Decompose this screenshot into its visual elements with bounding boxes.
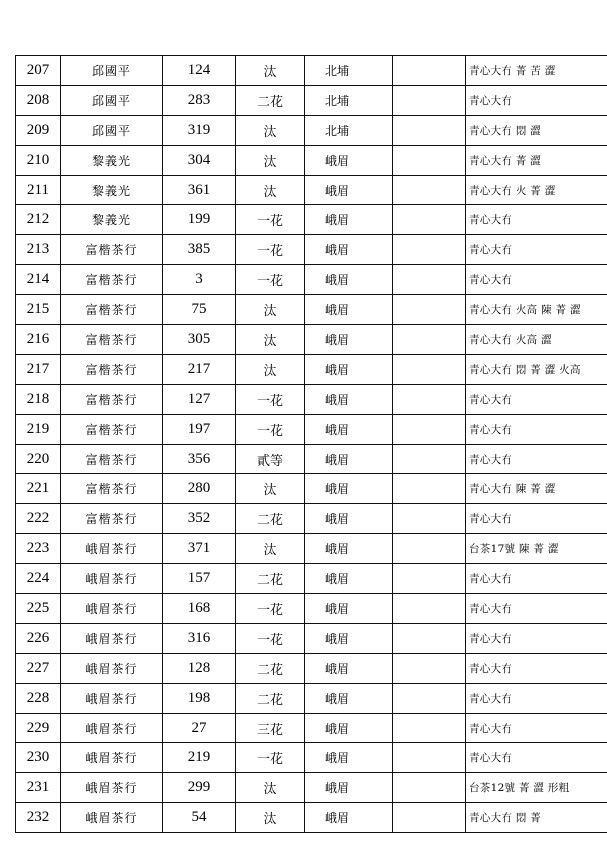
blank-cell-cell	[393, 175, 466, 205]
producer-name-cell: 富楷茶行	[61, 235, 163, 265]
table-row	[16, 474, 607, 504]
grade-cell: 一花	[236, 384, 305, 414]
table-row	[16, 354, 607, 384]
blank-cell-cell	[393, 265, 466, 295]
entry-number-cell: 223	[16, 534, 61, 564]
remarks-cell: 青心大冇	[466, 594, 607, 624]
remarks-cell: 青心大冇	[466, 85, 607, 115]
grade-cell: 一花	[236, 205, 305, 235]
origin-cell: 峨眉	[305, 803, 393, 833]
origin-cell: 峨眉	[305, 474, 393, 504]
grade-cell: 汰	[236, 325, 305, 355]
origin-cell: 峨眉	[305, 683, 393, 713]
producer-name-cell: 富楷茶行	[61, 444, 163, 474]
grade-cell: 二花	[236, 564, 305, 594]
entry-number-cell: 216	[16, 325, 61, 355]
sample-number-cell: 124	[163, 56, 236, 86]
remarks-cell: 青心大冇 火高 澀	[466, 325, 607, 355]
origin-cell: 峨眉	[305, 384, 393, 414]
blank-cell-cell	[393, 205, 466, 235]
producer-name-cell: 峨眉茶行	[61, 564, 163, 594]
sample-number-cell: 128	[163, 653, 236, 683]
entry-number-cell: 210	[16, 145, 61, 175]
producer-name-cell: 富楷茶行	[61, 384, 163, 414]
origin-cell: 峨眉	[305, 594, 393, 624]
blank-cell-cell	[393, 354, 466, 384]
blank-cell-cell	[393, 444, 466, 474]
origin-cell: 峨眉	[305, 713, 393, 743]
sample-number-cell: 197	[163, 414, 236, 444]
producer-name-cell: 富楷茶行	[61, 504, 163, 534]
producer-name-cell: 富楷茶行	[61, 474, 163, 504]
table-row	[16, 803, 607, 833]
remarks-cell: 青心大冇	[466, 444, 607, 474]
remarks-cell: 青心大冇	[466, 713, 607, 743]
sample-number-cell: 27	[163, 713, 236, 743]
producer-name-cell: 富楷茶行	[61, 295, 163, 325]
producer-name-cell: 邱國平	[61, 115, 163, 145]
remarks-cell: 青心大冇 陳 菁 澀	[466, 474, 607, 504]
sample-number-cell: 217	[163, 354, 236, 384]
table-row	[16, 653, 607, 683]
table-row	[16, 504, 607, 534]
grade-cell: 三花	[236, 713, 305, 743]
sample-number-cell: 352	[163, 504, 236, 534]
blank-cell-cell	[393, 713, 466, 743]
sample-number-cell: 304	[163, 145, 236, 175]
sample-number-cell: 219	[163, 743, 236, 773]
origin-cell: 峨眉	[305, 534, 393, 564]
remarks-cell: 青心大冇	[466, 504, 607, 534]
origin-cell: 峨眉	[305, 295, 393, 325]
producer-name-cell: 峨眉茶行	[61, 683, 163, 713]
remarks-cell: 青心大冇	[466, 205, 607, 235]
blank-cell-cell	[393, 325, 466, 355]
remarks-cell: 青心大冇 悶 澀	[466, 115, 607, 145]
blank-cell-cell	[393, 56, 466, 86]
remarks-cell: 青心大冇	[466, 384, 607, 414]
blank-cell-cell	[393, 414, 466, 444]
blank-cell-cell	[393, 504, 466, 534]
entry-number-cell: 226	[16, 623, 61, 653]
sample-number-cell: 280	[163, 474, 236, 504]
sample-number-cell: 371	[163, 534, 236, 564]
entry-number-cell: 212	[16, 205, 61, 235]
entry-number-cell: 221	[16, 474, 61, 504]
producer-name-cell: 峨眉茶行	[61, 534, 163, 564]
grade-cell: 一花	[236, 235, 305, 265]
grade-cell: 汰	[236, 773, 305, 803]
table-row	[16, 56, 607, 86]
origin-cell: 北埔	[305, 115, 393, 145]
entry-number-cell: 213	[16, 235, 61, 265]
entry-number-cell: 228	[16, 683, 61, 713]
entry-number-cell: 218	[16, 384, 61, 414]
entry-number-cell: 230	[16, 743, 61, 773]
blank-cell-cell	[393, 743, 466, 773]
blank-cell-cell	[393, 564, 466, 594]
table-row	[16, 534, 607, 564]
entry-number-cell: 209	[16, 115, 61, 145]
origin-cell: 北埔	[305, 85, 393, 115]
entry-number-cell: 227	[16, 653, 61, 683]
results-table	[15, 55, 607, 833]
grade-cell: 汰	[236, 474, 305, 504]
producer-name-cell: 峨眉茶行	[61, 773, 163, 803]
entry-number-cell: 214	[16, 265, 61, 295]
grade-cell: 一花	[236, 743, 305, 773]
entry-number-cell: 232	[16, 803, 61, 833]
entry-number-cell: 220	[16, 444, 61, 474]
grade-cell: 汰	[236, 534, 305, 564]
remarks-cell: 青心大冇 火高 陳 菁 澀	[466, 295, 607, 325]
blank-cell-cell	[393, 773, 466, 803]
sample-number-cell: 127	[163, 384, 236, 414]
table-row	[16, 145, 607, 175]
producer-name-cell: 峨眉茶行	[61, 623, 163, 653]
results-table-body	[16, 56, 607, 833]
entry-number-cell: 215	[16, 295, 61, 325]
grade-cell: 汰	[236, 803, 305, 833]
table-row	[16, 773, 607, 803]
table-row	[16, 414, 607, 444]
remarks-cell: 青心大冇 火 菁 澀	[466, 175, 607, 205]
remarks-cell: 青心大冇	[466, 623, 607, 653]
table-row	[16, 205, 607, 235]
blank-cell-cell	[393, 474, 466, 504]
blank-cell-cell	[393, 534, 466, 564]
origin-cell: 峨眉	[305, 175, 393, 205]
blank-cell-cell	[393, 594, 466, 624]
blank-cell-cell	[393, 683, 466, 713]
remarks-cell: 青心大冇	[466, 743, 607, 773]
producer-name-cell: 峨眉茶行	[61, 743, 163, 773]
grade-cell: 二花	[236, 85, 305, 115]
entry-number-cell: 231	[16, 773, 61, 803]
origin-cell: 峨眉	[305, 564, 393, 594]
entry-number-cell: 229	[16, 713, 61, 743]
grade-cell: 一花	[236, 265, 305, 295]
table-row	[16, 444, 607, 474]
entry-number-cell: 217	[16, 354, 61, 384]
origin-cell: 峨眉	[305, 444, 393, 474]
remarks-cell: 青心大冇 悶 菁	[466, 803, 607, 833]
table-row	[16, 564, 607, 594]
origin-cell: 峨眉	[305, 773, 393, 803]
entry-number-cell: 207	[16, 56, 61, 86]
producer-name-cell: 黎義光	[61, 175, 163, 205]
blank-cell-cell	[393, 653, 466, 683]
table-row	[16, 295, 607, 325]
remarks-cell: 青心大冇 菁 澀	[466, 145, 607, 175]
blank-cell-cell	[393, 85, 466, 115]
grade-cell: 一花	[236, 623, 305, 653]
producer-name-cell: 峨眉茶行	[61, 803, 163, 833]
origin-cell: 峨眉	[305, 205, 393, 235]
entry-number-cell: 211	[16, 175, 61, 205]
origin-cell: 峨眉	[305, 623, 393, 653]
origin-cell: 峨眉	[305, 653, 393, 683]
producer-name-cell: 邱國平	[61, 56, 163, 86]
origin-cell: 峨眉	[305, 145, 393, 175]
origin-cell: 峨眉	[305, 354, 393, 384]
blank-cell-cell	[393, 145, 466, 175]
table-row	[16, 235, 607, 265]
origin-cell: 峨眉	[305, 743, 393, 773]
entry-number-cell: 225	[16, 594, 61, 624]
origin-cell: 峨眉	[305, 235, 393, 265]
blank-cell-cell	[393, 235, 466, 265]
table-row	[16, 85, 607, 115]
grade-cell: 二花	[236, 653, 305, 683]
remarks-cell: 台茶17號 陳 菁 澀	[466, 534, 607, 564]
grade-cell: 汰	[236, 145, 305, 175]
table-row	[16, 265, 607, 295]
producer-name-cell: 黎義光	[61, 205, 163, 235]
table-row	[16, 175, 607, 205]
sample-number-cell: 54	[163, 803, 236, 833]
remarks-cell: 青心大冇	[466, 683, 607, 713]
remarks-cell: 青心大冇	[466, 235, 607, 265]
producer-name-cell: 邱國平	[61, 85, 163, 115]
grade-cell: 一花	[236, 594, 305, 624]
sample-number-cell: 198	[163, 683, 236, 713]
table-row	[16, 325, 607, 355]
remarks-cell: 青心大冇	[466, 265, 607, 295]
table-row	[16, 115, 607, 145]
origin-cell: 峨眉	[305, 504, 393, 534]
sample-number-cell: 199	[163, 205, 236, 235]
remarks-cell: 青心大冇	[466, 653, 607, 683]
origin-cell: 峨眉	[305, 325, 393, 355]
producer-name-cell: 富楷茶行	[61, 414, 163, 444]
grade-cell: 汰	[236, 175, 305, 205]
grade-cell: 二花	[236, 683, 305, 713]
entry-number-cell: 222	[16, 504, 61, 534]
blank-cell-cell	[393, 384, 466, 414]
sample-number-cell: 157	[163, 564, 236, 594]
producer-name-cell: 富楷茶行	[61, 265, 163, 295]
sample-number-cell: 361	[163, 175, 236, 205]
sample-number-cell: 385	[163, 235, 236, 265]
sample-number-cell: 305	[163, 325, 236, 355]
producer-name-cell: 黎義光	[61, 145, 163, 175]
entry-number-cell: 224	[16, 564, 61, 594]
origin-cell: 峨眉	[305, 265, 393, 295]
table-row	[16, 384, 607, 414]
origin-cell: 峨眉	[305, 414, 393, 444]
sample-number-cell: 168	[163, 594, 236, 624]
grade-cell: 一花	[236, 414, 305, 444]
sample-number-cell: 316	[163, 623, 236, 653]
blank-cell-cell	[393, 803, 466, 833]
table-row	[16, 713, 607, 743]
remarks-cell: 青心大冇	[466, 564, 607, 594]
remarks-cell: 青心大冇	[466, 414, 607, 444]
blank-cell-cell	[393, 115, 466, 145]
sample-number-cell: 299	[163, 773, 236, 803]
producer-name-cell: 峨眉茶行	[61, 594, 163, 624]
producer-name-cell: 峨眉茶行	[61, 713, 163, 743]
grade-cell: 汰	[236, 56, 305, 86]
producer-name-cell: 富楷茶行	[61, 325, 163, 355]
entry-number-cell: 208	[16, 85, 61, 115]
table-row	[16, 683, 607, 713]
grade-cell: 汰	[236, 354, 305, 384]
entry-number-cell: 219	[16, 414, 61, 444]
producer-name-cell: 富楷茶行	[61, 354, 163, 384]
remarks-cell: 青心大冇 悶 菁 澀 火高	[466, 354, 607, 384]
sample-number-cell: 75	[163, 295, 236, 325]
grade-cell: 汰	[236, 115, 305, 145]
grade-cell: 貳等	[236, 444, 305, 474]
sample-number-cell: 356	[163, 444, 236, 474]
sample-number-cell: 319	[163, 115, 236, 145]
table-row	[16, 594, 607, 624]
grade-cell: 汰	[236, 295, 305, 325]
origin-cell: 北埔	[305, 56, 393, 86]
remarks-cell: 青心大冇 菁 苦 澀	[466, 56, 607, 86]
table-row	[16, 743, 607, 773]
remarks-cell: 台茶12號 菁 澀 形粗	[466, 773, 607, 803]
producer-name-cell: 峨眉茶行	[61, 653, 163, 683]
table-row	[16, 623, 607, 653]
blank-cell-cell	[393, 623, 466, 653]
blank-cell-cell	[393, 295, 466, 325]
grade-cell: 二花	[236, 504, 305, 534]
sample-number-cell: 283	[163, 85, 236, 115]
sample-number-cell: 3	[163, 265, 236, 295]
